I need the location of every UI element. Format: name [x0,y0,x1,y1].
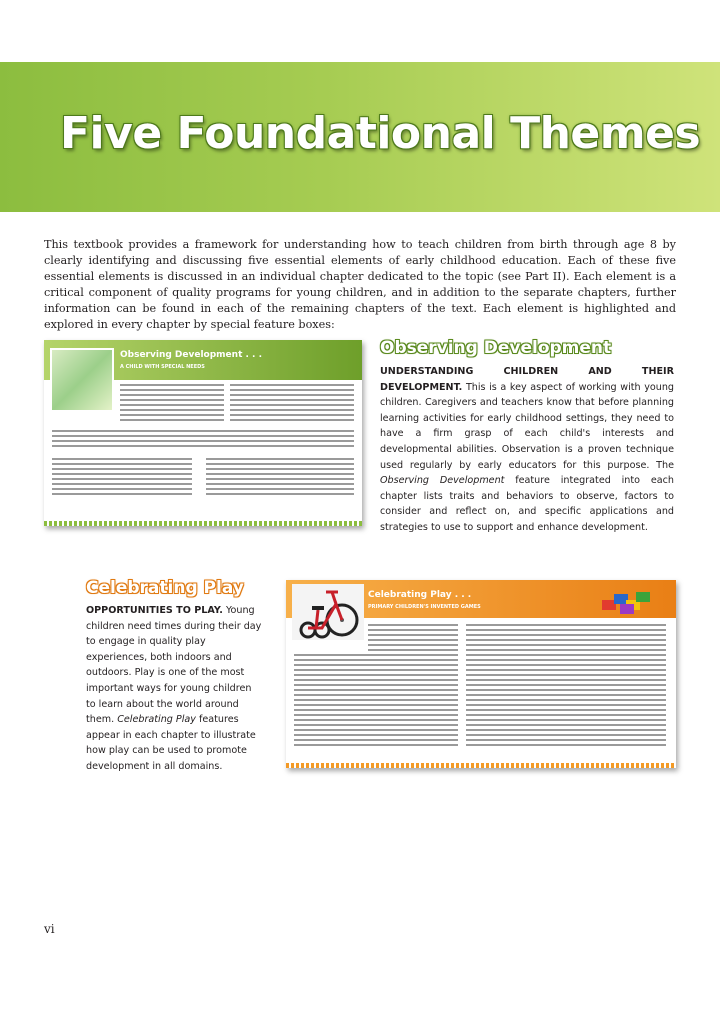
sample-title: Celebrating Play . . . [368,590,472,600]
observing-italic: Observing Development [380,475,505,487]
play-italic: Celebrating Play [117,714,196,726]
observing-body-2: feature integrated into each chapter lists traits and behaviors to observe, factors to consider and reflect on, and specific applications and strategies to use to support and enhance development. [380,475,674,533]
observing-lead: UNDERSTANDING CHILDREN AND THEIR DEVELOPMENT. [380,366,674,393]
sample-text-column [466,624,666,749]
tricycle-photo [292,584,364,640]
sample-border-dots [44,521,362,526]
sample-text-column [52,430,354,450]
sample-illustration [50,348,114,412]
celebrating-play-heading: Celebrating Play [86,578,244,598]
sample-subtitle: A CHILD WITH SPECIAL NEEDS [120,364,205,370]
observing-development-heading: Observing Development [380,338,612,358]
page-number: vi [44,922,55,936]
tricycle-icon [292,584,364,640]
sample-text-column [368,624,458,654]
toy-blocks-image [598,586,658,616]
sample-text-column [230,384,354,424]
sample-title: Observing Development . . . [120,350,263,360]
blocks-icon [598,586,658,616]
title-banner [0,62,720,212]
observing-development-sample [44,340,362,526]
play-body-2: features appear in each chapter to illustrate how play can be used to promote development in all domains. [86,714,256,772]
sample-text-column [52,458,192,498]
celebrating-play-text [86,603,262,775]
observing-development-text [380,364,674,536]
observing-body-1: This is a key aspect of working with young children. Caregivers and teachers know that before planning learning activities for early childhood settings, they need to have a firm grasp of each child's interests and developmental abilities. Observation is a proven technique used regularly by early educators for this purpose. The [380,381,674,471]
intro-paragraph: This textbook provides a framework for understanding how to teach children from birth through age 8 by clearly identifying and discussing five essential elements of early childhood education. Each of these five essential elements is discussed in an individual chapter dedicated to the topic (see Part II). Each element is a critical component of quality programs for young children, and in addition to the separate chapters, further information can be found in each of the remaining chapters of the text. Each element is highlighted and explored in every chapter by special feature boxes: [44,238,676,331]
play-body-1: Young children need times during their day to engage in quality play experiences, both indoors and outdoors. Play is one of the most important ways for young children to learn about the world around them. [86,605,262,726]
sample-text-column [120,384,224,424]
sample-text-column [206,458,354,498]
celebrating-play-sample [286,580,676,768]
play-lead: OPPORTUNITIES TO PLAY. [86,605,223,616]
sample-text-column [294,654,458,749]
sample-border-dots [286,763,676,768]
page-title: Five Foundational Themes [60,108,701,159]
sample-subtitle: PRIMARY CHILDREN'S INVENTED GAMES [368,604,481,610]
